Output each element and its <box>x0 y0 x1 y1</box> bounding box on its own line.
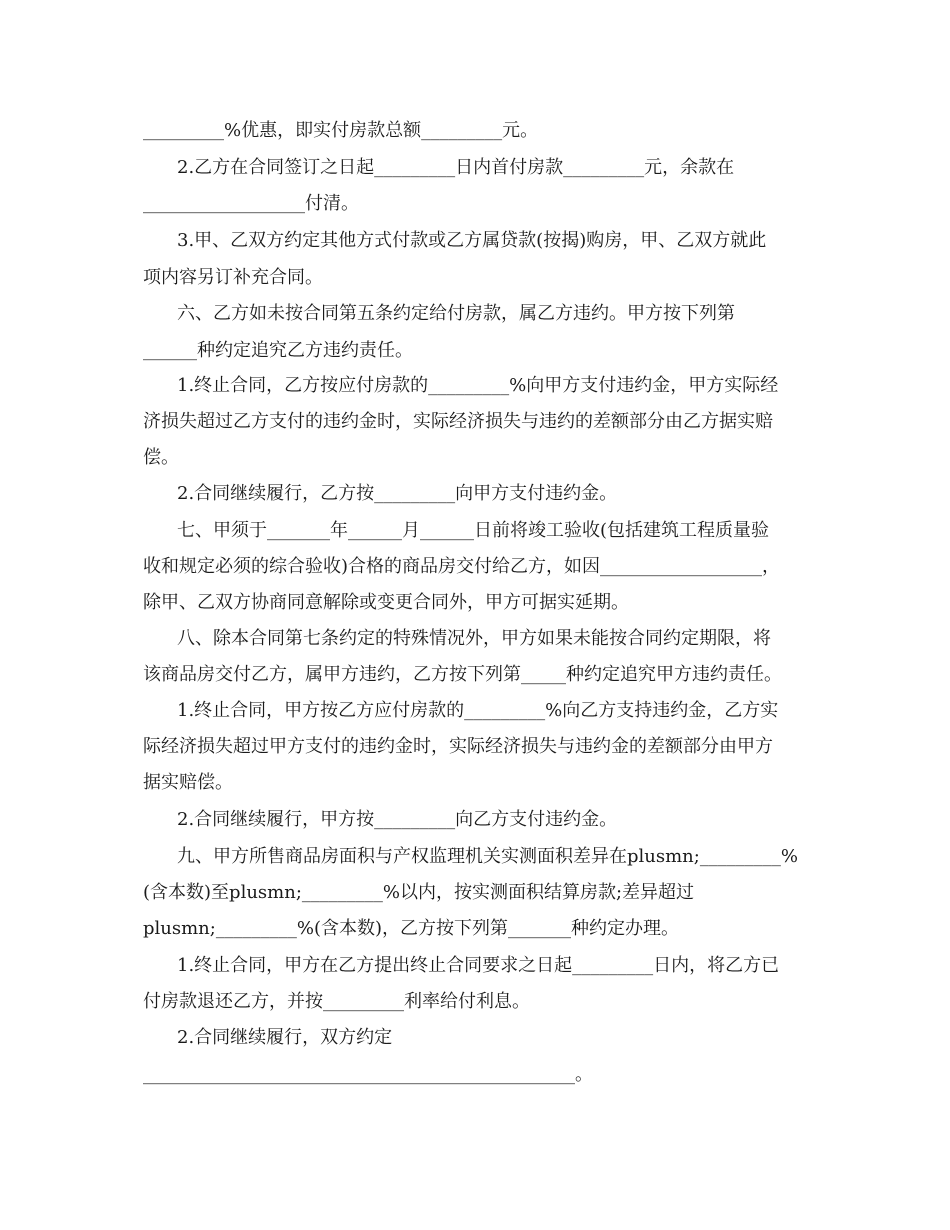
text-line: 据实赔偿。 <box>143 772 233 793</box>
text-line: 付房款退还乙方，并按_________利率给付利息。 <box>143 991 530 1012</box>
text-line: ______种约定追究乙方违约责任。 <box>143 340 413 361</box>
text-line: 收和规定必须的综合验收)合格的商品房交付给乙方，如因__________________， <box>143 556 781 577</box>
text-line: _________%优惠，即实付房款总额_________元。 <box>143 120 539 141</box>
text-line: 2.乙方在合同签订之日起_________日内首付房款_________元，余款在 <box>177 157 735 178</box>
text-line: 六、乙方如未按合同第五条约定给付房款，属乙方违约。甲方按下列第 <box>177 303 735 324</box>
text-line: 七、甲须于_______年______月______日前将竣工验收(包括建筑工程质量验 <box>177 520 770 541</box>
text-line: 九、甲方所售商品房面积与产权监理机关实测面积差异在plusmn;_________% <box>177 846 798 867</box>
text-line: (含本数)至plusmn;_________%以内，按实测面积结算房款;差异超过 <box>143 882 695 903</box>
text-line: 1.终止合同，甲方按乙方应付房款的_________%向乙方支持违约金，乙方实 <box>177 700 779 721</box>
text-line: 2.合同继续履行，双方约定 <box>177 1027 393 1048</box>
text-line: 项内容另订补充合同。 <box>143 267 323 288</box>
text-line: 济损失超过乙方支付的违约金时，实际经济损失与违约的差额部分由乙方据实赔 <box>143 411 773 432</box>
text-line: 1.终止合同，甲方在乙方提出终止合同要求之日起_________日内，将乙方已 <box>177 955 780 976</box>
text-line: __________________付清。 <box>143 193 359 214</box>
text-line: ________________________________________________。 <box>143 1064 593 1085</box>
text-line: 除甲、乙双方协商同意解除或变更合同外，甲方可据实延期。 <box>143 592 629 613</box>
text-line: 1.终止合同，乙方按应付房款的_________%向甲方支付违约金，甲方实际经 <box>177 375 779 396</box>
text-line: 八、除本合同第七条约定的特殊情况外，甲方如果未能按合同约定期限，将 <box>177 628 771 649</box>
text-line: 际经济损失超过甲方支付的违约金时，实际经济损失与违约金的差额部分由甲方 <box>143 736 773 757</box>
text-line: plusmn;_________%(含本数)，乙方按下列第_______种约定办理。 <box>143 918 679 939</box>
text-line: 该商品房交付乙方，属甲方违约，乙方按下列第_____种约定追究甲方违约责任。 <box>143 664 782 685</box>
text-line: 2.合同继续履行，乙方按_________向甲方支付违约金。 <box>177 483 618 504</box>
text-line: 3.甲、乙双方约定其他方式付款或乙方属贷款(按揭)购房，甲、乙双方就此 <box>177 230 767 251</box>
text-line: 2.合同继续履行，甲方按_________向乙方支付违约金。 <box>177 809 618 830</box>
text-line: 偿。 <box>143 447 179 468</box>
